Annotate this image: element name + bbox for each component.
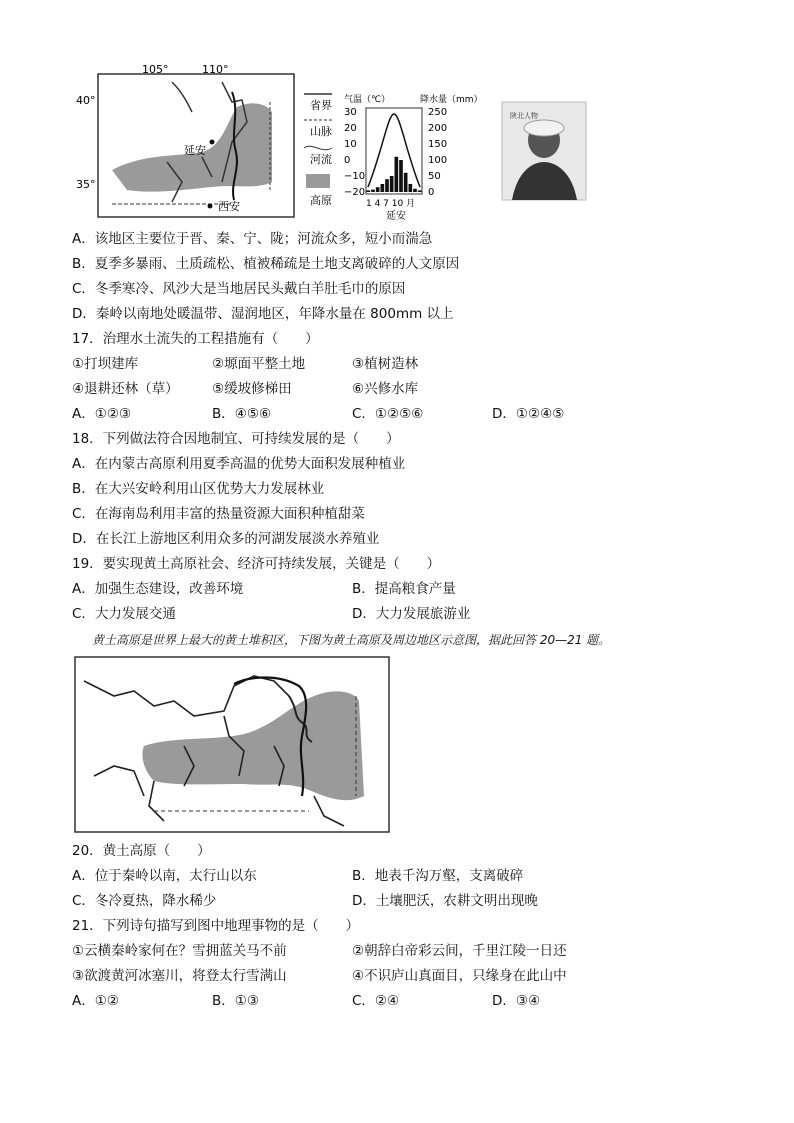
loess-plateau-map bbox=[74, 656, 390, 833]
temp-tick-label: −20 bbox=[344, 187, 366, 198]
q17-option-c: C．①②⑤⑥ bbox=[352, 406, 424, 422]
q20-stem: 20．黄土高原（ ） bbox=[72, 843, 211, 859]
temp-ticks bbox=[344, 107, 365, 198]
q19-option-c: C．大力发展交通 bbox=[72, 606, 176, 622]
precip-bar bbox=[381, 184, 385, 192]
map-legend bbox=[304, 94, 332, 207]
q16-option-d: D．秦岭以南地处暖温带、湿润地区，年降水量在 800mm 以上 bbox=[72, 306, 454, 322]
precip-bar bbox=[418, 190, 422, 192]
q19-option-a: A．加强生态建设，改善环境 bbox=[72, 581, 244, 597]
temp-tick-label: 20 bbox=[344, 123, 357, 134]
material-intro: 黄土高原是世界上最大的黄土堆积区，下图为黄土高原及周边地区示意图，据此回答 20—21 题。 bbox=[92, 633, 611, 647]
lat-label-40: 40° bbox=[76, 94, 96, 107]
climate-station: 延安 bbox=[386, 211, 406, 222]
precip-bar bbox=[390, 176, 394, 192]
legend-plateau-swatch bbox=[306, 174, 330, 188]
map-yanan-region bbox=[76, 63, 294, 217]
q17-statement-4: ④退耕还林（草） bbox=[72, 381, 179, 397]
precip-bar bbox=[395, 157, 399, 192]
q17-statement-1: ①打坝建库 bbox=[72, 356, 139, 372]
q18-option-d: D．在长江上游地区利用众多的河湖发展淡水养殖业 bbox=[72, 531, 380, 547]
q18-stem: 18．下列做法符合因地制宜、可持续发展的是（ ） bbox=[72, 431, 400, 447]
precip-ticks bbox=[428, 107, 447, 198]
q20-option-b: B．地表千沟万壑，支离破碎 bbox=[352, 868, 524, 884]
precip-tick-label: 250 bbox=[428, 107, 448, 118]
q19-stem: 19．要实现黄土高原社会、经济可持续发展，关键是（ ） bbox=[72, 556, 441, 572]
temp-axis-title: 气温（℃） bbox=[344, 95, 391, 105]
precip-tick-label: 100 bbox=[428, 155, 448, 166]
q20-option-c: C．冬冷夏热，降水稀少 bbox=[72, 893, 217, 909]
precip-axis-title: 降水量（mm） bbox=[420, 95, 483, 105]
q21-option-b: B．①③ bbox=[212, 993, 259, 1009]
legend-plateau: 高原 bbox=[310, 194, 332, 207]
legend-boundary: 省界 bbox=[310, 99, 332, 112]
lat-label-35: 35° bbox=[76, 178, 96, 191]
q18-option-a: A．在内蒙古高原利用夏季高温的优势大面积发展种植业 bbox=[72, 456, 406, 472]
precip-bar bbox=[385, 179, 389, 192]
legend-mountain: 山脉 bbox=[310, 125, 332, 138]
precip-bar bbox=[409, 184, 413, 192]
q21-option-d: D．③④ bbox=[492, 993, 541, 1009]
q20-option-a: A．位于秦岭以南，太行山以东 bbox=[72, 868, 257, 884]
q21-poem-3: ③欲渡黄河冰塞川，将登太行雪满山 bbox=[72, 968, 287, 984]
figure-1 bbox=[72, 62, 612, 230]
q16-option-a: A．该地区主要位于晋、秦、宁、陇；河流众多，短小而湍急 bbox=[72, 231, 433, 247]
climate-chart bbox=[344, 93, 483, 222]
climate-plot-area bbox=[366, 108, 422, 194]
temp-tick-label: 0 bbox=[344, 155, 351, 166]
q16-option-c: C．冬季寒冷、风沙大是当地居民头戴白羊肚毛巾的原因 bbox=[72, 281, 406, 297]
lon-label-105: 105° bbox=[142, 63, 169, 76]
q17-statement-5: ⑤缓坡修梯田 bbox=[212, 381, 292, 397]
precip-bar bbox=[371, 190, 375, 192]
lon-label-110: 110° bbox=[202, 63, 229, 76]
figure-1-svg bbox=[72, 62, 612, 230]
q17-statement-3: ③植树造林 bbox=[352, 356, 419, 372]
temp-tick-label: 10 bbox=[344, 139, 357, 150]
person-photo bbox=[502, 102, 586, 200]
month-ticks: 1 4 7 10 月 bbox=[366, 199, 416, 209]
precip-bar bbox=[376, 187, 380, 192]
yanan-city-dot bbox=[210, 140, 215, 145]
city-xian: 西安 bbox=[218, 200, 240, 213]
precip-bar bbox=[404, 173, 408, 192]
q21-option-a: A．①② bbox=[72, 993, 119, 1009]
precip-tick-label: 150 bbox=[428, 139, 448, 150]
q17-option-a: A．①②③ bbox=[72, 406, 132, 422]
q18-option-b: B．在大兴安岭利用山区优势大力发展林业 bbox=[72, 481, 325, 497]
figure-2 bbox=[74, 656, 390, 833]
q19-option-d: D．大力发展旅游业 bbox=[352, 606, 471, 622]
q17-statement-2: ②塬面平整土地 bbox=[212, 356, 306, 372]
q17-stem: 17．治理水土流失的工程措施有（ ） bbox=[72, 331, 319, 347]
precip-bar bbox=[367, 190, 371, 192]
q17-statement-6: ⑥兴修水库 bbox=[352, 381, 419, 397]
temp-tick-label: 30 bbox=[344, 107, 357, 118]
q18-option-c: C．在海南岛利用丰富的热量资源大面积种植甜菜 bbox=[72, 506, 365, 522]
precip-tick-label: 200 bbox=[428, 123, 448, 134]
q20-option-d: D．土壤肥沃，农耕文明出现晚 bbox=[352, 893, 538, 909]
xian-city-dot bbox=[208, 204, 213, 209]
q21-poem-2: ②朝辞白帝彩云间，千里江陵一日还 bbox=[352, 943, 567, 959]
legend-river: 河流 bbox=[310, 153, 332, 166]
q21-poem-1: ①云横秦岭家何在？雪拥蓝关马不前 bbox=[72, 943, 287, 959]
q19-option-b: B．提高粮食产量 bbox=[352, 581, 456, 597]
precip-tick-label: 0 bbox=[428, 187, 435, 198]
q17-option-d: D．①②④⑤ bbox=[492, 406, 565, 422]
q21-stem: 21．下列诗句描写到图中地理事物的是（ ） bbox=[72, 918, 360, 934]
q21-option-c: C．②④ bbox=[352, 993, 400, 1009]
city-yanan: 延安 bbox=[184, 144, 206, 157]
precip-tick-label: 50 bbox=[428, 171, 441, 182]
temp-tick-label: −10 bbox=[344, 171, 366, 182]
photo-caption: 陕北人物 bbox=[510, 112, 538, 120]
precip-bar bbox=[413, 189, 417, 192]
q21-poem-4: ④不识庐山真面目，只缘身在此山中 bbox=[352, 968, 567, 984]
q16-option-b: B．夏季多暴雨、土质疏松、植被稀疏是土地支离破碎的人文原因 bbox=[72, 256, 460, 272]
precip-bar bbox=[399, 160, 403, 192]
q17-option-b: B．④⑤⑥ bbox=[212, 406, 272, 422]
